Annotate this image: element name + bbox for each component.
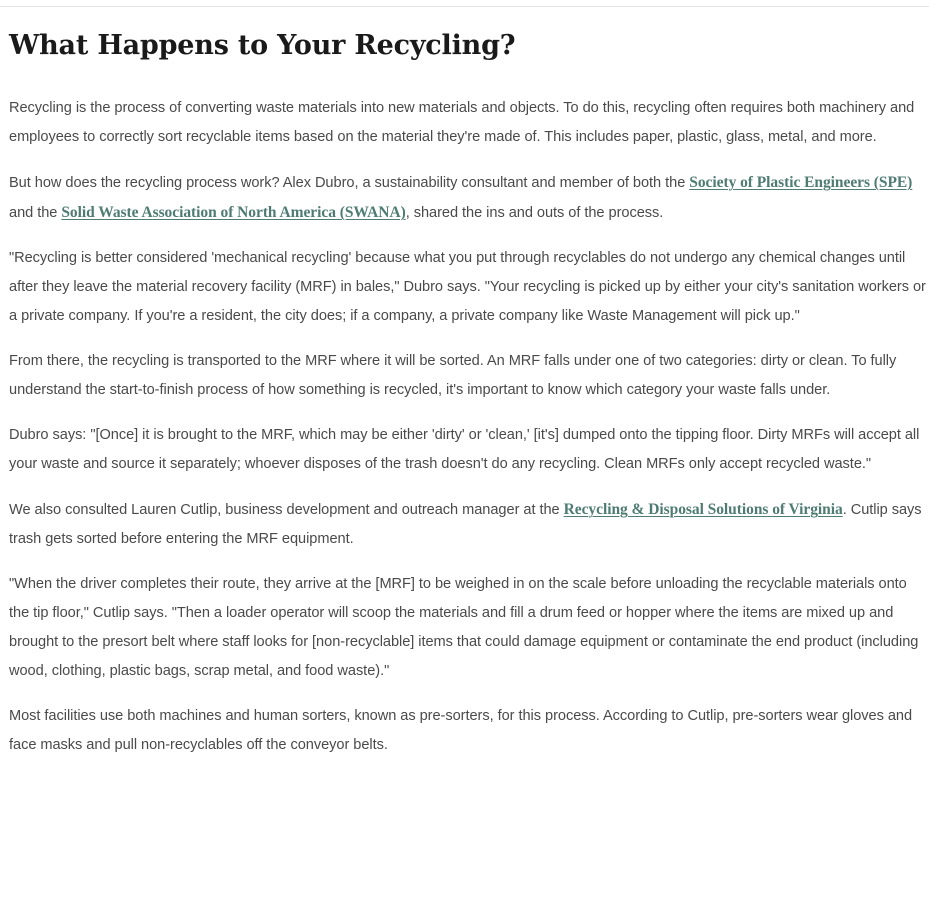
paragraph-cutlip-intro bbox=[9, 495, 927, 554]
link-recycling-disposal-solutions[interactable]: Recycling & Disposal Solutions of Virginia bbox=[563, 501, 843, 518]
paragraph-dubro-intro bbox=[9, 168, 927, 228]
paragraph-text: We also consulted Lauren Cutlip, business development and outreach manager at the bbox=[9, 502, 564, 518]
article-title: What Happens to Your Recycling? bbox=[9, 30, 516, 61]
link-society-of-plastic-engineers[interactable]: Society of Plastic Engineers (SPE) bbox=[689, 174, 913, 191]
paragraph-mrf-categories: From there, the recycling is transported to the MRF where it will be sorted. An MRF falls under one of two categories: dirty or clean. To fully understand the start-to-finish process of how something is recycled, it's important to know which category your waste falls under. bbox=[9, 353, 897, 398]
paragraph-dubro-tipping-floor: Dubro says: "[Once] it is brought to the MRF, which may be either 'dirty' or 'clean,' [it's] dumped onto the tipping floor. Dirty MRFs will accept all your waste and source it separately; whoever disposes of the trash doesn't do any recycling. Clean MRFs only accept recycled waste." bbox=[9, 427, 920, 472]
paragraph-text: . Cutlip says trash gets sorted before entering the MRF equipment. bbox=[9, 502, 922, 547]
article-body bbox=[9, 26, 927, 776]
paragraph-cutlip-quote: "When the driver completes their route, they arrive at the [MRF] to be weighed in on the scale before unloading the recyclable materials onto the tip floor," Cutlip says. "Then a loader operator will scoop the materials and fill a drum feed or hopper where the items are mixed up and brought to the presort belt where staff looks for [non-recyclable] items that could damage equipment or contaminate the end product (including wood, clothing, plastic bags, scrap metal, and food waste)." bbox=[9, 576, 919, 679]
link-swana[interactable]: Solid Waste Association of North America (SWANA) bbox=[61, 204, 406, 221]
paragraph-dubro-quote: "Recycling is better considered 'mechanical recycling' because what you put through recyclables do not undergo any chemical changes until after they leave the material recovery facility (MRF) in bales," Dubro says. "Your recycling is picked up by either your city's sanitation workers or a private company. If you're a resident, the city does; if a company, a private company like Waste Management will pick up." bbox=[9, 250, 926, 324]
paragraph-text: But how does the recycling process work? Alex Dubro, a sustainability consultant and member of both the bbox=[9, 175, 690, 191]
top-divider bbox=[0, 6, 929, 7]
paragraph-intro: Recycling is the process of converting waste materials into new materials and objects. To do this, recycling often requires both machinery and employees to correctly sort recyclable items based on the material they're made of. This includes paper, plastic, glass, metal, and more. bbox=[9, 100, 915, 145]
paragraph-pre-sorters: Most facilities use both machines and human sorters, known as pre-sorters, for this process. According to Cutlip, pre-sorters wear gloves and face masks and pull non-recyclables off the conveyor belts. bbox=[9, 708, 913, 753]
paragraph-text: , shared the ins and outs of the process. bbox=[405, 205, 664, 221]
paragraph-text: and the bbox=[9, 205, 62, 221]
